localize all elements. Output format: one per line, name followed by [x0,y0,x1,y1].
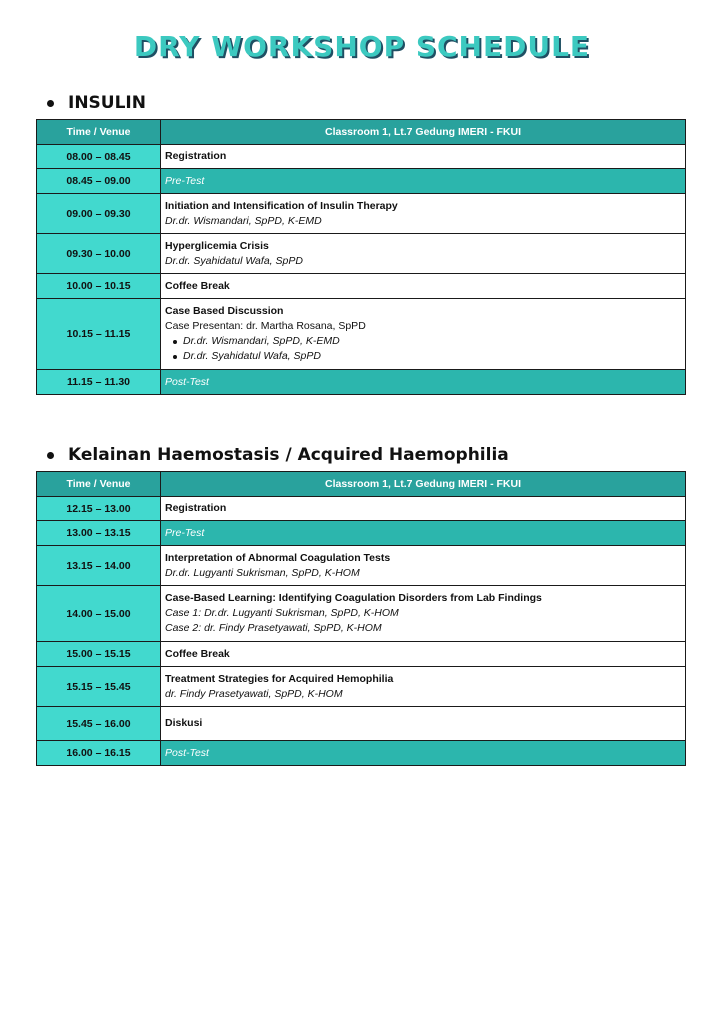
table-row [37,370,686,395]
speaker: Dr.dr. Lugyanti Sukrisman, SpPD, K-HOM [165,566,360,579]
time-cell: 09.30 – 10.00 [37,234,161,274]
activity-title: Pre-Test [165,526,205,539]
table-row [37,169,686,194]
table-row [37,497,686,521]
table-row [37,234,686,274]
table-header-row [37,120,686,145]
speaker: Case 1: Dr.dr. Lugyanti Sukrisman, SpPD, K-HOM [165,607,399,619]
time-cell: 16.00 – 16.15 [37,741,161,766]
time-cell: 10.00 – 10.15 [37,274,161,299]
time-cell: 15.45 – 16.00 [37,707,161,741]
activity-title: Interpretation of Abnormal Coagulation Tests [165,551,391,564]
time-cell: 15.00 – 15.15 [37,642,161,667]
speaker-list [165,334,681,364]
table-row [37,642,686,667]
schedule-table-haemostasis [36,471,686,766]
activity-title: Diskusi [165,717,203,729]
speaker: Dr.dr. Syahidatul Wafa, SpPD [165,254,303,267]
section-title: Kelainan Haemostasis / Acquired Haemophilia [68,445,509,465]
table-header-row [37,472,686,497]
table-row [37,586,686,642]
time-cell: 13.00 – 13.15 [37,521,161,546]
activity-title: Pre-Test [165,174,205,187]
speaker: Case 2: dr. Findy Prasetyawati, SpPD, K-HOM [165,622,382,634]
bullet-icon [47,452,54,459]
time-cell: 09.00 – 09.30 [37,194,161,234]
activity-title: Registration [165,150,227,162]
table-row [37,667,686,707]
time-cell: 08.45 – 09.00 [37,169,161,194]
section-heading-haemostasis [47,445,509,465]
time-cell: 12.15 – 13.00 [37,497,161,521]
bullet-icon [47,100,54,107]
activity-title: Post-Test [165,375,209,388]
table-row [37,741,686,766]
activity-title: Coffee Break [165,279,230,292]
table-row [37,521,686,546]
time-cell: 13.15 – 14.00 [37,546,161,586]
table-row [37,194,686,234]
table-row [37,546,686,586]
activity-title: Hyperglicemia Crisis [165,239,269,252]
time-cell: 15.15 – 15.45 [37,667,161,707]
table-row [37,707,686,741]
time-cell: 11.15 – 11.30 [37,370,161,395]
case-presenter: Case Presentan: dr. Martha Rosana, SpPD [165,320,366,332]
activity-title: Registration [165,502,227,514]
schedule-table-insulin [36,119,686,395]
activity-title: Treatment Strategies for Acquired Hemophilia [165,672,394,685]
table-row [37,299,686,370]
time-cell: 10.15 – 11.15 [37,299,161,370]
header-time: Time / Venue [37,120,161,145]
table-row [37,145,686,169]
activity-title: Case Based Discussion [165,305,284,317]
table-row [37,274,686,299]
activity-title: Initiation and Intensification of Insulin Therapy [165,199,398,212]
page-title: DRY WORKSHOP SCHEDULE [133,30,591,63]
list-item: Dr.dr. Syahidatul Wafa, SpPD [165,349,681,364]
activity-title: Case-Based Learning: Identifying Coagulation Disorders from Lab Findings [165,592,542,604]
speaker: Dr.dr. Wismandari, SpPD, K-EMD [165,214,322,227]
activity-title: Coffee Break [165,647,230,660]
header-venue: Classroom 1, Lt.7 Gedung IMERI - FKUI [161,472,686,497]
activity-title: Post-Test [165,746,209,759]
section-heading-insulin [47,93,146,113]
list-item: Dr.dr. Wismandari, SpPD, K-EMD [165,334,681,349]
time-cell: 08.00 – 08.45 [37,145,161,169]
time-cell: 14.00 – 15.00 [37,586,161,642]
header-time: Time / Venue [37,472,161,497]
header-venue: Classroom 1, Lt.7 Gedung IMERI - FKUI [161,120,686,145]
section-title: INSULIN [68,93,146,113]
speaker: dr. Findy Prasetyawati, SpPD, K-HOM [165,687,343,700]
